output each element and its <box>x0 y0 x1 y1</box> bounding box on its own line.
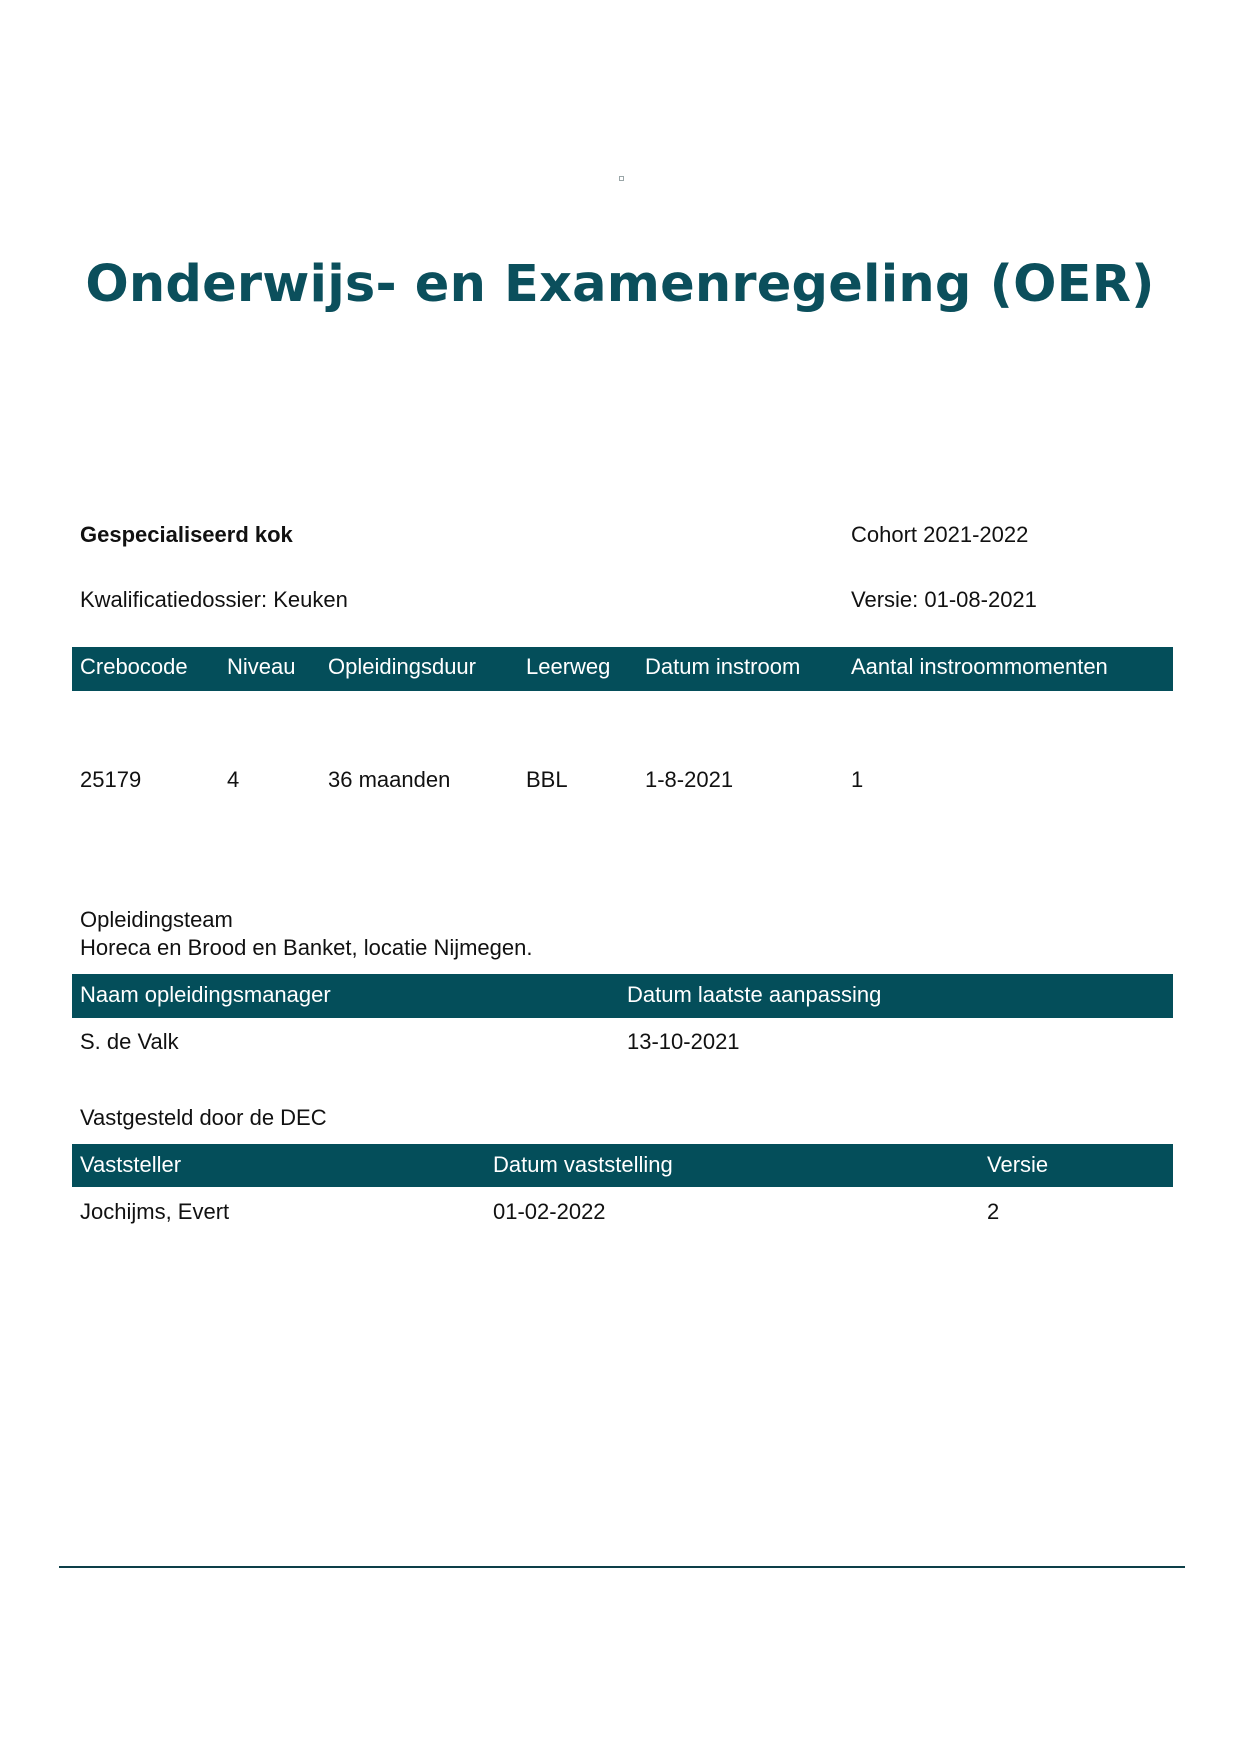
cell-datum-vaststelling: 01-02-2022 <box>493 1199 606 1224</box>
program-table-header <box>72 647 1173 691</box>
cell-crebocode: 25179 <box>80 767 142 792</box>
cell-aantal-instroommomenten: 1 <box>851 767 864 792</box>
cell-vaststeller: Jochijms, Evert <box>80 1199 230 1224</box>
header-datum-vaststelling: Datum vaststelling <box>493 1152 673 1177</box>
cell-datum-instroom: 1-8-2021 <box>645 767 734 792</box>
cell-leerweg: BBL <box>526 767 568 792</box>
cell-manager-name: S. de Valk <box>80 1029 179 1054</box>
header-naam-opleidingsmanager: Naam opleidingsmanager <box>80 982 331 1007</box>
header-versie: Versie <box>987 1152 1049 1177</box>
footer-divider <box>59 1566 1185 1568</box>
header-datum-instroom: Datum instroom <box>645 654 801 679</box>
header-crebocode: Crebocode <box>80 654 188 679</box>
qualification-label: Kwalificatiedossier: Keuken <box>80 587 348 612</box>
cell-versie: 2 <box>987 1199 1000 1224</box>
header-datum-laatste-aanpassing: Datum laatste aanpassing <box>627 982 882 1007</box>
cell-opleidingsduur: 36 maanden <box>328 767 451 792</box>
cell-niveau: 4 <box>227 767 240 792</box>
manager-table-header <box>72 974 1173 1018</box>
dec-heading: Vastgesteld door de DEC <box>80 1105 327 1130</box>
placeholder-square-icon <box>619 176 624 181</box>
header-niveau: Niveau <box>227 654 296 679</box>
header-vaststeller: Vaststeller <box>80 1152 182 1177</box>
cell-last-modified: 13-10-2021 <box>627 1029 740 1054</box>
dec-table-header <box>72 1144 1173 1187</box>
header-opleidingsduur: Opleidingsduur <box>328 654 476 679</box>
cohort-label: Cohort 2021-2022 <box>851 522 1029 547</box>
program-name: Gespecialiseerd kok <box>80 522 293 547</box>
header-aantal-instroommomenten: Aantal instroommomenten <box>851 654 1108 679</box>
header-leerweg: Leerweg <box>526 654 611 679</box>
version-label: Versie: 01-08-2021 <box>851 587 1037 612</box>
team-name: Horeca en Brood en Banket, locatie Nijmegen. <box>80 935 533 960</box>
document-title: Onderwijs- en Examenregeling (OER) <box>85 255 1155 314</box>
team-heading: Opleidingsteam <box>80 907 233 932</box>
